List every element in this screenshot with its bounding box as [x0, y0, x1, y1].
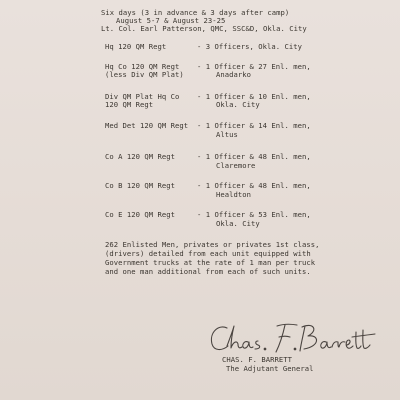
- unit-location: Anadarko: [216, 70, 252, 79]
- paragraph-line: (drivers) detailed from each unit equipped with: [105, 249, 311, 258]
- paragraph-line: 262 Enlisted Men, privates or privates 1st class,: [105, 240, 320, 249]
- unit-name: Co A 120 QM Regt: [105, 152, 176, 161]
- unit-detail: - 1 Officer & 27 Enl. men,: [197, 62, 311, 71]
- unit-name: Hq Co 120 QM Regt: [105, 62, 180, 71]
- unit-name: Co B 120 QM Regt: [105, 181, 176, 190]
- unit-location: Okla. City: [216, 219, 260, 228]
- unit-detail: - 1 Officer & 48 Enl. men,: [197, 181, 311, 190]
- header-line-3: Lt. Col. Earl Patterson, QMC, SSC&D, Okla. City: [101, 24, 307, 33]
- unit-location: Okla. City: [216, 100, 260, 109]
- header-line-1: Six days (3 in advance & 3 days after camp): [101, 8, 290, 17]
- unit-detail: - 3 Officers, Okla. City: [197, 42, 303, 51]
- unit-name: 120 QM Regt: [105, 100, 154, 109]
- unit-detail: - 1 Officer & 48 Enl. men,: [197, 152, 311, 161]
- typed-signature-name: CHAS. F. BARRETT: [222, 355, 293, 364]
- unit-name: Co E 120 QM Regt: [105, 210, 176, 219]
- unit-detail: - 1 Officer & 53 Enl. men,: [197, 210, 311, 219]
- unit-name: Med Det 120 QM Regt: [105, 121, 189, 130]
- unit-location: Healdton: [216, 190, 252, 199]
- handwritten-signature: [205, 318, 385, 358]
- unit-name: Div QM Plat Hq Co: [105, 92, 180, 101]
- header-line-2: August 5-7 & August 23-25: [116, 16, 226, 25]
- paragraph-line: Government trucks at the rate of 1 man per truck: [105, 258, 316, 267]
- unit-detail: - 1 Officer & 10 Enl. men,: [197, 92, 311, 101]
- unit-name: (less Div QM Plat): [105, 70, 184, 79]
- paragraph-line: and one man additional from each of such units.: [105, 267, 311, 276]
- unit-name: Hq 120 QM Regt: [105, 42, 167, 51]
- unit-location: Claremore: [216, 161, 256, 170]
- signature-title: The Adjutant General: [226, 364, 314, 373]
- unit-detail: - 1 Officer & 14 Enl. men,: [197, 121, 311, 130]
- unit-location: Altus: [216, 130, 238, 139]
